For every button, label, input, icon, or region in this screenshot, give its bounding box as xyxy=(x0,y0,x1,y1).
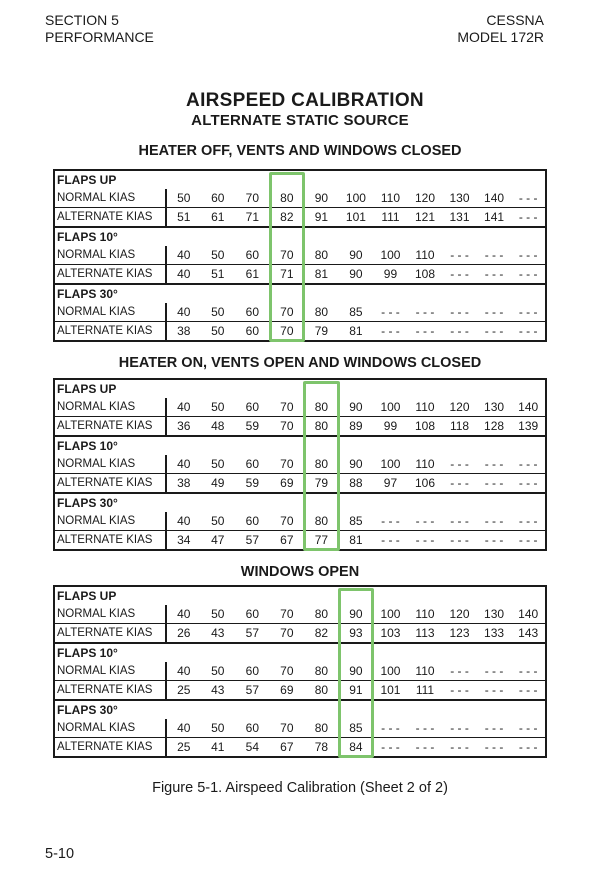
kias-cell: - - - xyxy=(450,514,469,528)
table-2-wrapper xyxy=(53,378,547,551)
calibration-table-windows-open xyxy=(53,585,547,758)
alternate-kias-row xyxy=(54,681,546,701)
alternate-kias-row xyxy=(54,531,546,551)
kias-cell: 51 xyxy=(166,208,201,228)
kias-cell: 81 xyxy=(339,322,374,342)
kias-cell: 43 xyxy=(201,624,236,644)
kias-cell: 97 xyxy=(373,474,408,494)
flaps-group-label: FLAPS 30° xyxy=(54,284,546,303)
highlighted-column-box xyxy=(303,381,340,551)
kias-cell: - - - xyxy=(408,531,443,551)
kias-cell: 110 xyxy=(415,248,435,262)
kias-cell: 59 xyxy=(235,474,270,494)
kias-cell: - - - xyxy=(511,265,546,285)
figure-caption: Figure 5-1. Airspeed Calibration (Sheet 2 of 2) xyxy=(152,780,448,796)
kias-cell: - - - xyxy=(442,738,477,758)
kias-cell: 128 xyxy=(477,417,512,437)
kias-cell: 100 xyxy=(380,248,401,262)
kias-cell: - - - xyxy=(484,248,504,262)
kias-cell: 38 xyxy=(166,322,201,342)
row-label: ALTERNATE KIAS xyxy=(54,322,166,342)
kias-cell: - - - xyxy=(484,457,504,471)
kias-cell: 60 xyxy=(211,191,225,205)
row-label: NORMAL KIAS xyxy=(54,605,166,624)
row-label: ALTERNATE KIAS xyxy=(54,474,166,494)
kias-cell: 54 xyxy=(235,738,270,758)
flaps-group-label: FLAPS UP xyxy=(57,589,117,603)
kias-cell: 130 xyxy=(484,607,505,621)
kias-cell: 25 xyxy=(166,681,201,701)
kias-cell: 90 xyxy=(349,457,363,471)
kias-cell: - - - xyxy=(373,738,408,758)
kias-cell: 84 xyxy=(339,738,374,758)
kias-cell: 50 xyxy=(211,664,225,678)
kias-cell: 100 xyxy=(380,457,401,471)
kias-cell: 40 xyxy=(177,248,191,262)
kias-cell: 139 xyxy=(511,417,546,437)
kias-cell: 36 xyxy=(166,417,201,437)
kias-cell: 91 xyxy=(304,208,339,228)
kias-cell: - - - xyxy=(484,721,504,735)
kias-cell: - - - xyxy=(511,474,546,494)
highlighted-column-box xyxy=(338,588,375,758)
kias-cell: 108 xyxy=(408,265,443,285)
kias-cell: 67 xyxy=(270,531,305,551)
kias-cell: 60 xyxy=(245,664,259,678)
flaps-group-label: FLAPS UP xyxy=(57,382,117,396)
kias-cell: - - - xyxy=(511,681,546,701)
kias-cell: 140 xyxy=(518,607,539,621)
kias-cell: - - - xyxy=(408,738,443,758)
normal-kias-row xyxy=(54,662,546,681)
kias-cell: 110 xyxy=(415,664,435,678)
kias-cell: - - - xyxy=(518,664,538,678)
flaps-group-label: FLAPS 10° xyxy=(54,227,546,246)
kias-cell: 40 xyxy=(177,514,191,528)
row-label: NORMAL KIAS xyxy=(54,662,166,681)
kias-cell: - - - xyxy=(415,721,435,735)
alternate-kias-row xyxy=(54,417,546,437)
kias-cell: 81 xyxy=(304,265,339,285)
kias-cell: - - - xyxy=(415,514,435,528)
kias-cell: - - - xyxy=(518,457,538,471)
kias-cell: - - - xyxy=(518,248,538,262)
kias-cell: 100 xyxy=(380,607,401,621)
kias-cell: - - - xyxy=(477,531,512,551)
section-header xyxy=(45,12,154,46)
flaps-group-label: FLAPS 10° xyxy=(54,643,546,662)
kias-cell: 50 xyxy=(211,305,225,319)
kias-cell: 88 xyxy=(339,474,374,494)
kias-cell: 40 xyxy=(177,305,191,319)
kias-cell: 70 xyxy=(280,721,294,735)
kias-cell: 121 xyxy=(408,208,443,228)
kias-cell: 85 xyxy=(349,721,363,735)
kias-cell: 71 xyxy=(270,265,305,285)
kias-cell: 81 xyxy=(339,531,374,551)
row-label: ALTERNATE KIAS xyxy=(54,417,166,437)
table-1-title: HEATER OFF, VENTS AND WINDOWS CLOSED xyxy=(138,143,462,159)
kias-cell: 123 xyxy=(442,624,477,644)
row-label: NORMAL KIAS xyxy=(54,719,166,738)
kias-cell: 90 xyxy=(349,248,363,262)
kias-cell: - - - xyxy=(511,738,546,758)
flaps-group-row xyxy=(54,700,546,719)
kias-cell: 100 xyxy=(380,400,401,414)
kias-cell: 60 xyxy=(235,322,270,342)
kias-cell: 80 xyxy=(314,607,329,621)
kias-cell: 90 xyxy=(339,265,374,285)
kias-cell: 67 xyxy=(270,738,305,758)
kias-cell: 50 xyxy=(211,607,225,621)
kias-cell: 78 xyxy=(304,738,339,758)
kias-cell: - - - xyxy=(381,514,400,528)
kias-cell: 57 xyxy=(235,531,270,551)
kias-cell: 60 xyxy=(245,607,259,621)
kias-cell: - - - xyxy=(518,514,538,528)
kias-cell: 70 xyxy=(280,457,294,471)
row-label: ALTERNATE KIAS xyxy=(54,208,166,228)
kias-cell: - - - xyxy=(450,248,469,262)
kias-cell: - - - xyxy=(477,474,512,494)
kias-cell: 50 xyxy=(201,322,236,342)
kias-cell: 101 xyxy=(373,681,408,701)
model-label: MODEL 172R xyxy=(457,29,544,45)
kias-cell: 40 xyxy=(177,721,191,735)
kias-cell: 69 xyxy=(270,681,305,701)
table-3-title: WINDOWS OPEN xyxy=(240,564,360,580)
kias-cell: - - - xyxy=(484,664,504,678)
kias-cell: - - - xyxy=(442,322,477,342)
kias-cell: 120 xyxy=(414,191,435,205)
kias-cell: 70 xyxy=(280,607,294,621)
kias-cell: 80 xyxy=(304,681,339,701)
kias-cell: 60 xyxy=(245,400,259,414)
flaps-group-row xyxy=(54,379,546,398)
kias-cell: 131 xyxy=(442,208,477,228)
row-label: NORMAL KIAS xyxy=(54,246,166,265)
kias-cell: 43 xyxy=(201,681,236,701)
kias-cell: 70 xyxy=(280,664,294,678)
kias-cell: - - - xyxy=(442,681,477,701)
kias-cell: 38 xyxy=(166,474,201,494)
normal-kias-row xyxy=(54,512,546,531)
kias-cell: - - - xyxy=(415,305,435,319)
kias-cell: 99 xyxy=(373,265,408,285)
kias-cell: 143 xyxy=(511,624,546,644)
kias-cell: - - - xyxy=(484,305,504,319)
kias-cell: - - - xyxy=(442,531,477,551)
kias-cell: 40 xyxy=(177,607,191,621)
alternate-kias-row xyxy=(54,738,546,758)
kias-cell: 49 xyxy=(201,474,236,494)
kias-cell: 133 xyxy=(477,624,512,644)
kias-cell: - - - xyxy=(442,474,477,494)
kias-cell: 90 xyxy=(349,607,363,621)
kias-cell: - - - xyxy=(450,664,469,678)
kias-cell: 70 xyxy=(270,322,305,342)
table-1-wrapper xyxy=(53,169,547,342)
kias-cell: 100 xyxy=(380,664,401,678)
kias-cell: 110 xyxy=(415,457,435,471)
kias-cell: - - - xyxy=(450,457,469,471)
flaps-group-label: FLAPS UP xyxy=(57,173,117,187)
kias-cell: 40 xyxy=(177,400,191,414)
kias-cell: 82 xyxy=(270,208,305,228)
kias-cell: 90 xyxy=(314,191,329,205)
kias-cell: - - - xyxy=(511,531,546,551)
normal-kias-row xyxy=(54,398,546,417)
kias-cell: 90 xyxy=(349,400,363,414)
kias-cell: 50 xyxy=(211,457,225,471)
kias-cell: 70 xyxy=(280,400,294,414)
kias-cell: - - - xyxy=(477,265,512,285)
kias-cell: 80 xyxy=(314,721,329,735)
kias-cell: 120 xyxy=(449,607,470,621)
kias-cell: 79 xyxy=(304,474,339,494)
kias-cell: 34 xyxy=(166,531,201,551)
page-number: 5-10 xyxy=(45,846,75,862)
kias-cell: 70 xyxy=(245,191,259,205)
kias-cell: - - - xyxy=(511,322,546,342)
kias-cell: 111 xyxy=(373,208,408,228)
manufacturer-label: CESSNA xyxy=(486,12,544,28)
kias-cell: 61 xyxy=(201,208,236,228)
kias-cell: 118 xyxy=(442,417,477,437)
kias-cell: 140 xyxy=(484,191,505,205)
normal-kias-row xyxy=(54,719,546,738)
kias-cell: 79 xyxy=(304,322,339,342)
kias-cell: 51 xyxy=(201,265,236,285)
kias-cell: 80 xyxy=(314,457,329,471)
kias-cell: 85 xyxy=(349,514,363,528)
kias-cell: 41 xyxy=(201,738,236,758)
row-label: ALTERNATE KIAS xyxy=(54,624,166,644)
kias-cell: 70 xyxy=(270,417,305,437)
kias-cell: 93 xyxy=(339,624,374,644)
kias-cell: 50 xyxy=(211,721,225,735)
kias-cell: 70 xyxy=(280,514,294,528)
kias-cell: 50 xyxy=(211,514,225,528)
table-2-title: HEATER ON, VENTS OPEN AND WINDOWS CLOSED xyxy=(118,355,482,371)
kias-cell: 50 xyxy=(211,248,225,262)
kias-cell: - - - xyxy=(477,322,512,342)
kias-cell: - - - xyxy=(442,265,477,285)
kias-cell: 99 xyxy=(373,417,408,437)
kias-cell: 120 xyxy=(449,400,470,414)
kias-cell: - - - xyxy=(450,721,469,735)
highlighted-column-box xyxy=(269,172,306,342)
kias-cell: 26 xyxy=(166,624,201,644)
kias-cell: 90 xyxy=(349,664,363,678)
flaps-group-row xyxy=(54,643,546,662)
model-header xyxy=(457,12,544,46)
kias-cell: 57 xyxy=(235,624,270,644)
kias-cell: 82 xyxy=(304,624,339,644)
kias-cell: 70 xyxy=(280,305,294,319)
kias-cell: 110 xyxy=(415,607,435,621)
kias-cell: 113 xyxy=(408,624,443,644)
kias-cell: 71 xyxy=(235,208,270,228)
kias-cell: 60 xyxy=(245,514,259,528)
kias-cell: 100 xyxy=(345,191,366,205)
row-label: NORMAL KIAS xyxy=(54,512,166,531)
row-label: NORMAL KIAS xyxy=(54,189,166,208)
kias-cell: 111 xyxy=(408,681,443,701)
kias-cell: 80 xyxy=(314,664,329,678)
kias-cell: 80 xyxy=(280,191,294,205)
kias-cell: 80 xyxy=(314,400,329,414)
kias-cell: 85 xyxy=(349,305,363,319)
flaps-group-row xyxy=(54,586,546,605)
row-label: NORMAL KIAS xyxy=(54,398,166,417)
section-label: SECTION 5 xyxy=(45,12,119,28)
kias-cell: - - - xyxy=(518,191,538,205)
kias-cell: 140 xyxy=(518,400,539,414)
kias-cell: 108 xyxy=(408,417,443,437)
kias-cell: - - - xyxy=(381,305,400,319)
row-label: NORMAL KIAS xyxy=(54,303,166,322)
row-label: ALTERNATE KIAS xyxy=(54,738,166,758)
kias-cell: 103 xyxy=(373,624,408,644)
flaps-group-label: FLAPS 10° xyxy=(54,436,546,455)
kias-cell: 101 xyxy=(339,208,374,228)
kias-cell: 130 xyxy=(449,191,470,205)
kias-cell: 77 xyxy=(304,531,339,551)
row-label: ALTERNATE KIAS xyxy=(54,681,166,701)
kias-cell: 130 xyxy=(484,400,505,414)
kias-cell: - - - xyxy=(477,681,512,701)
kias-cell: 91 xyxy=(339,681,374,701)
kias-cell: 141 xyxy=(477,208,512,228)
kias-cell: 60 xyxy=(245,248,259,262)
kias-cell: 47 xyxy=(201,531,236,551)
kias-cell: 61 xyxy=(235,265,270,285)
alternate-kias-row xyxy=(54,474,546,494)
kias-cell: 80 xyxy=(314,305,329,319)
kias-cell: 60 xyxy=(245,457,259,471)
kias-cell: - - - xyxy=(484,514,504,528)
kias-cell: 50 xyxy=(177,191,191,205)
kias-cell: 59 xyxy=(235,417,270,437)
kias-cell: 25 xyxy=(166,738,201,758)
kias-cell: - - - xyxy=(373,531,408,551)
kias-cell: 57 xyxy=(235,681,270,701)
kias-cell: 89 xyxy=(339,417,374,437)
flaps-group-row xyxy=(54,436,546,455)
page-title: AIRSPEED CALIBRATION xyxy=(186,90,424,111)
row-label: ALTERNATE KIAS xyxy=(54,531,166,551)
kias-cell: 40 xyxy=(177,457,191,471)
kias-cell: 80 xyxy=(314,514,329,528)
kias-cell: 70 xyxy=(270,624,305,644)
kias-cell: 60 xyxy=(245,721,259,735)
kias-cell: 80 xyxy=(314,248,329,262)
kias-cell: 110 xyxy=(380,191,401,205)
row-label: ALTERNATE KIAS xyxy=(54,265,166,285)
kias-cell: 40 xyxy=(177,664,191,678)
table-3-wrapper xyxy=(53,585,547,758)
kias-cell: - - - xyxy=(373,322,408,342)
calibration-table-heater-on xyxy=(53,378,547,551)
kias-cell: - - - xyxy=(408,322,443,342)
flaps-group-row xyxy=(54,493,546,512)
kias-cell: 60 xyxy=(245,305,259,319)
performance-label: PERFORMANCE xyxy=(45,29,154,45)
kias-cell: 40 xyxy=(166,265,201,285)
kias-cell: - - - xyxy=(450,305,469,319)
flaps-group-label: FLAPS 30° xyxy=(54,493,546,512)
alternate-kias-row xyxy=(54,624,546,644)
normal-kias-row xyxy=(54,605,546,624)
flaps-group-label: FLAPS 30° xyxy=(54,700,546,719)
kias-cell: 80 xyxy=(304,417,339,437)
kias-cell: 106 xyxy=(408,474,443,494)
row-label: NORMAL KIAS xyxy=(54,455,166,474)
kias-cell: - - - xyxy=(518,305,538,319)
kias-cell: 110 xyxy=(415,400,435,414)
kias-cell: - - - xyxy=(477,738,512,758)
kias-cell: 48 xyxy=(201,417,236,437)
kias-cell: - - - xyxy=(381,721,400,735)
kias-cell: 69 xyxy=(270,474,305,494)
kias-cell: - - - xyxy=(511,208,546,228)
kias-cell: 50 xyxy=(211,400,225,414)
page-subtitle: ALTERNATE STATIC SOURCE xyxy=(191,112,409,129)
normal-kias-row xyxy=(54,455,546,474)
kias-cell: - - - xyxy=(518,721,538,735)
kias-cell: 70 xyxy=(280,248,294,262)
